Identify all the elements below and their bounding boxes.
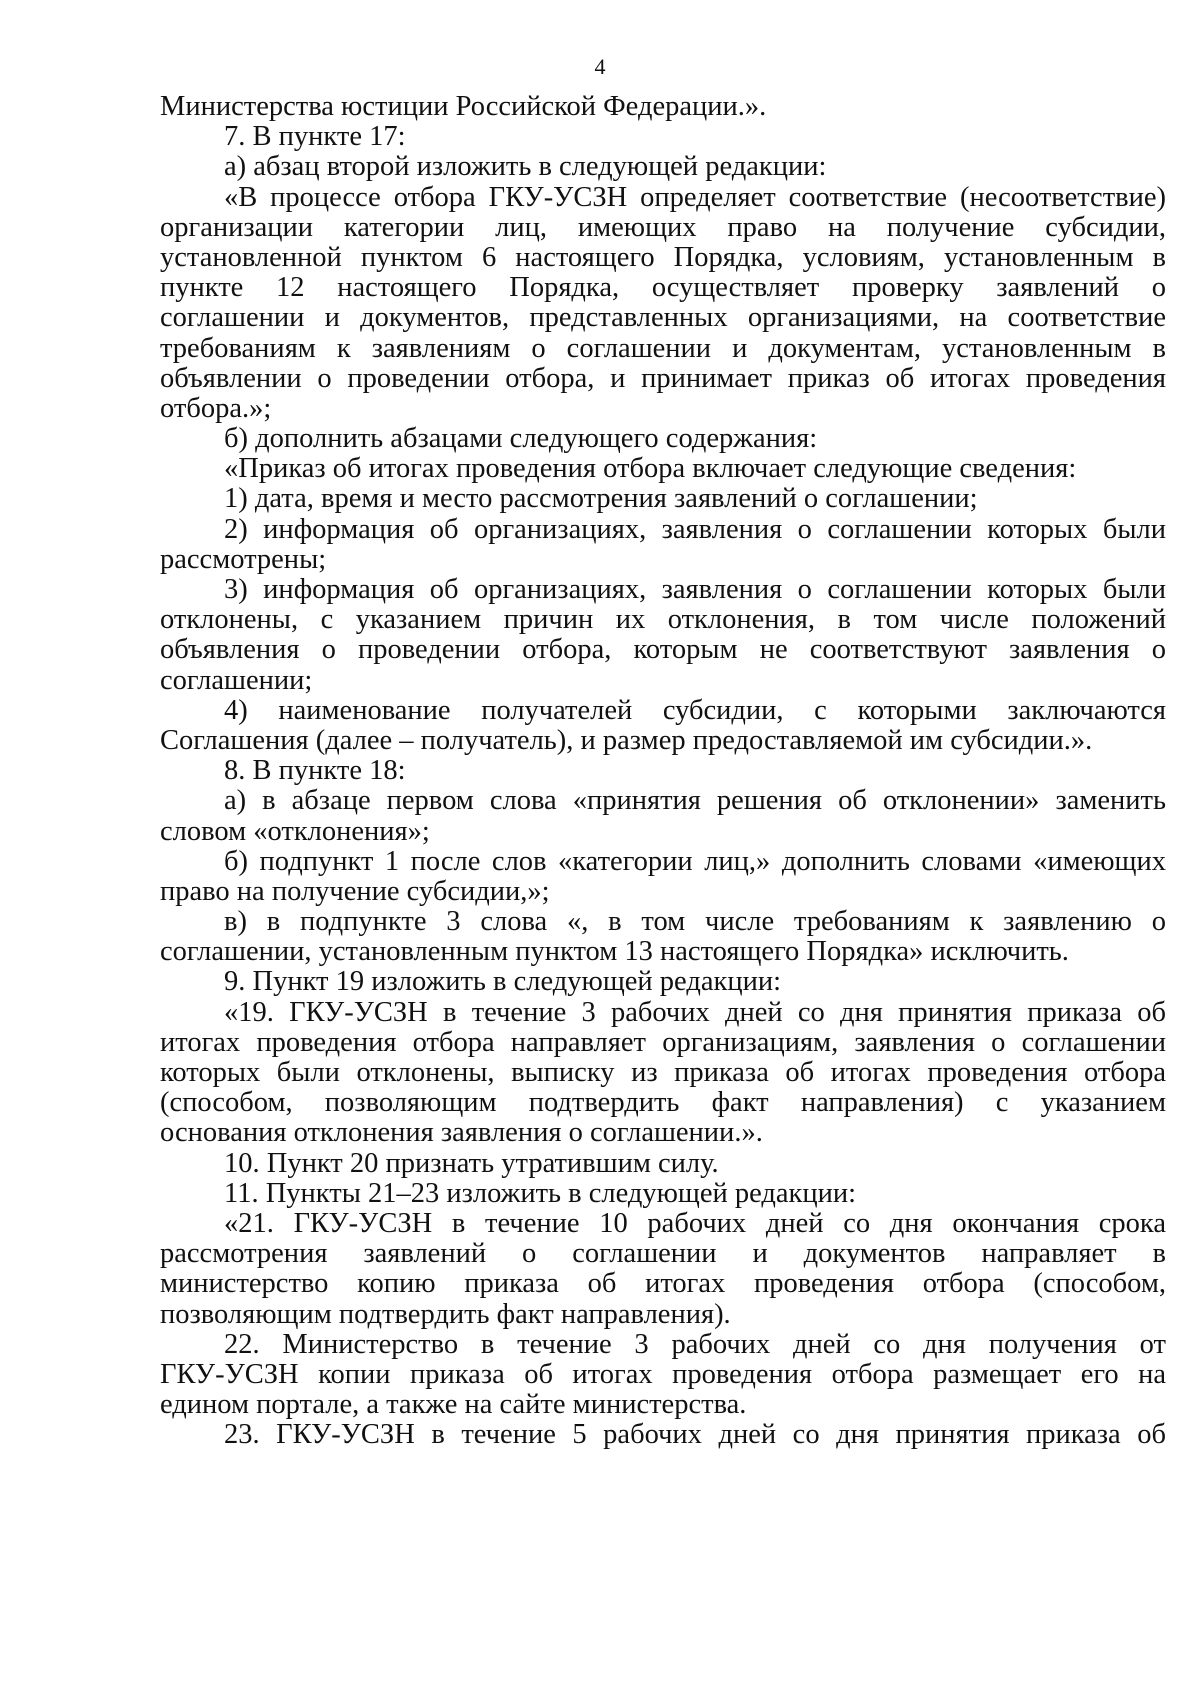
text-line: отклонены, с указанием причин их отклонения, в том числе положений	[160, 605, 1166, 636]
text-line: «19. ГКУ-УСЗН в течение 3 рабочих дней со дня принятия приказа об	[224, 997, 1166, 1028]
text-line: Министерства юстиции Российской Федерации.».	[160, 92, 767, 122]
text-line: объявления о проведении отбора, которым не соответствуют заявления о	[160, 635, 1166, 666]
text-line: министерство копию приказа об итогах проведения отбора (способом,	[160, 1269, 1166, 1300]
text-line: соглашении;	[160, 665, 313, 696]
text-line: словом «отклонения»;	[160, 816, 430, 847]
text-line: требованиям к заявлениям о соглашении и документам, установленным в	[160, 333, 1166, 364]
text-line: соглашении, установленным пунктом 13 настоящего Порядка» исключить.	[160, 937, 1069, 968]
text-line: рассмотрены;	[160, 544, 327, 575]
text-line: 10. Пункт 20 признать утратившим силу.	[224, 1148, 719, 1179]
document-body	[0, 92, 1200, 1450]
text-line: 9. Пункт 19 изложить в следующей редакции:	[224, 967, 781, 998]
text-line: которых были отклонены, выписку из приказа об итогах проведения отбора	[160, 1058, 1166, 1088]
text-line: б) дополнить абзацами следующего содержания:	[224, 424, 818, 455]
text-line: объявлении о проведении отбора, и принимает приказ об итогах проведения	[160, 363, 1166, 394]
text-line: отбора.»;	[160, 393, 272, 424]
text-line: «В процессе отбора ГКУ-УСЗН определяет соответствие (несоответствие)	[224, 182, 1166, 213]
text-line: 1) дата, время и место рассмотрения заявлений о соглашении;	[224, 484, 978, 515]
text-line: 23. ГКУ-УСЗН в течение 5 рабочих дней со дня принятия приказа об	[224, 1420, 1166, 1451]
page-number: 4	[594, 54, 606, 79]
text-line: пункте 12 настоящего Порядка, осуществляет проверку заявлений о	[160, 273, 1166, 304]
text-line: 4) наименование получателей субсидии, с которыми заключаются	[224, 695, 1166, 726]
text-line: организации категории лиц, имеющих право на получение субсидии,	[160, 212, 1166, 243]
text-line: 2) информация об организациях, заявления о соглашении которых были	[224, 514, 1166, 545]
text-line: едином портале, а также на сайте министерства.	[160, 1390, 747, 1421]
text-line: в) в подпункте 3 слова «, в том числе требованиям к заявлению о	[224, 907, 1166, 938]
text-line: (способом, позволяющим подтвердить факт направления) с указанием	[160, 1088, 1166, 1119]
text-line: установленной пунктом 6 настоящего Порядка, условиям, установленным в	[160, 242, 1166, 273]
text-line: «21. ГКУ-УСЗН в течение 10 рабочих дней со дня окончания срока	[224, 1208, 1166, 1239]
text-line: 11. Пункты 21–23 изложить в следующей редакции:	[224, 1178, 857, 1209]
text-line: 8. В пункте 18:	[224, 756, 406, 787]
text-line: 22. Министерство в течение 3 рабочих дней со дня получения от	[224, 1329, 1166, 1360]
text-line: «Приказ об итогах проведения отбора включает следующие сведения:	[224, 454, 1077, 485]
text-line: 7. В пункте 17:	[224, 122, 406, 153]
text-line: 3) информация об организациях, заявления о соглашении которых были	[224, 575, 1166, 605]
text-line: б) подпункт 1 после слов «категории лиц,» дополнить словами «имеющих	[224, 846, 1166, 877]
text-line: ГКУ-УСЗН копии приказа об итогах проведения отбора размещает его на	[160, 1359, 1166, 1390]
text-line: соглашении и документов, представленных организациями, на соответствие	[160, 303, 1166, 334]
text-line: основания отклонения заявления о соглашении.».	[160, 1118, 763, 1149]
text-line: а) в абзаце первом слова «принятия решения об отклонении» заменить	[224, 786, 1166, 817]
text-line: право на получение субсидии,»;	[160, 876, 550, 907]
text-line: рассмотрения заявлений о соглашении и документов направляет в	[160, 1239, 1166, 1270]
text-line: а) абзац второй изложить в следующей редакции:	[224, 152, 827, 183]
text-line: Соглашения (далее – получатель), и размер предоставляемой им субсидии.».	[160, 725, 1093, 756]
text-line: позволяющим подтвердить факт направления).	[160, 1299, 731, 1330]
text-line: итогах проведения отбора направляет организациям, заявления о соглашении	[160, 1027, 1166, 1058]
